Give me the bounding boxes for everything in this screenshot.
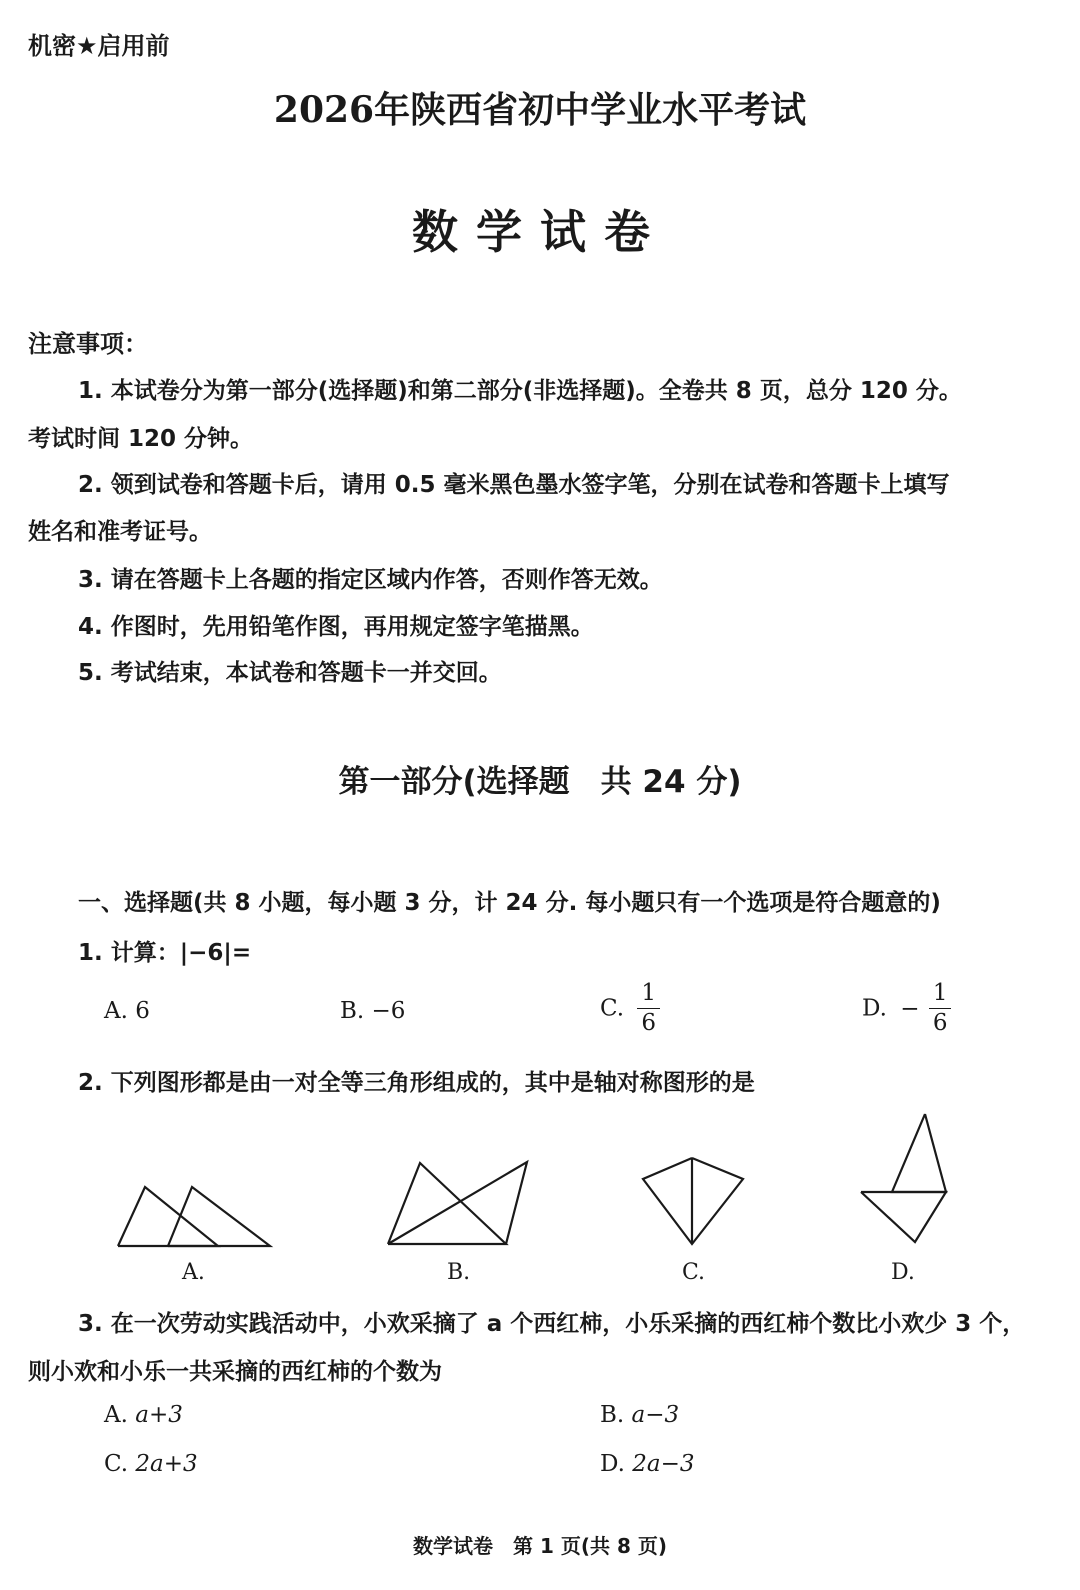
figure-a-label: A. — [182, 1260, 205, 1285]
q1-stem: 1. 计算：|−6|= — [78, 940, 252, 966]
q3-stem-line2: 则小欢和小乐一共采摘的西红柿的个数为 — [28, 1359, 442, 1385]
q3-option-a — [104, 1402, 183, 1428]
figure-b-label: B. — [447, 1260, 471, 1285]
note-line: 5. 考试结束，本试卷和答题卡一并交回。 — [78, 660, 502, 686]
figure-d-label: D. — [891, 1260, 915, 1285]
figure-a — [118, 1187, 270, 1246]
note-line: 4. 作图时，先用铅笔作图，再用规定签字笔描黑。 — [78, 614, 594, 640]
part1-heading: 第一部分(选择题 共 24 分) — [338, 764, 742, 800]
q3-option-c — [104, 1451, 198, 1477]
option-label: D. — [862, 995, 887, 1022]
fraction-numerator: 1 — [929, 982, 952, 1009]
option-label: C. — [600, 995, 625, 1022]
confidential-label: 机密★启用前 — [28, 32, 170, 60]
option-value: a−3 — [631, 1402, 680, 1428]
figure-c-label: C. — [682, 1260, 706, 1285]
note-line: 考试时间 120 分钟。 — [28, 426, 254, 452]
fraction-numerator: 1 — [637, 982, 660, 1009]
option-label: B. — [340, 998, 365, 1024]
q3-option-b — [600, 1402, 679, 1428]
option-value: 2a+3 — [135, 1451, 198, 1477]
option-value: 2a−3 — [632, 1451, 695, 1477]
exam-title: 2026年陕西省初中学业水平考试 — [273, 89, 807, 131]
note-line: 2. 领到试卷和答题卡后，请用 0.5 毫米黑色墨水签字笔，分别在试卷和答题卡上填写 — [78, 472, 950, 498]
option-sign: − — [900, 995, 920, 1022]
option-value: 6 — [135, 998, 150, 1024]
fraction-denominator: 6 — [641, 1010, 657, 1036]
option-label: A. — [104, 998, 128, 1024]
option-label: D. — [600, 1451, 625, 1477]
option-label: A. — [104, 1402, 128, 1428]
fraction-denominator: 6 — [932, 1010, 948, 1036]
option-value: −6 — [371, 998, 406, 1024]
page-footer: 数学试卷 第 1 页(共 8 页) — [413, 1534, 667, 1558]
option-label: C. — [104, 1451, 129, 1477]
section-heading: 一、选择题(共 8 小题，每小题 3 分，计 24 分. 每小题只有一个选项是符合题意的) — [78, 890, 941, 916]
note-line: 姓名和准考证号。 — [28, 519, 212, 545]
note-line: 1. 本试卷分为第一部分(选择题)和第二部分(非选择题)。全卷共 8 页，总分 120 分。 — [78, 378, 962, 404]
notes-heading: 注意事项： — [28, 330, 148, 358]
figure-c — [643, 1158, 743, 1244]
q3-option-d — [600, 1451, 695, 1477]
figure-b — [388, 1162, 527, 1244]
option-label: B. — [600, 1402, 625, 1428]
q2-stem: 2. 下列图形都是由一对全等三角形组成的，其中是轴对称图形的是 — [78, 1070, 755, 1096]
note-line: 3. 请在答题卡上各题的指定区域内作答，否则作答无效。 — [78, 567, 663, 593]
subject-title: 数学试卷 — [412, 205, 668, 259]
option-value: a+3 — [135, 1402, 183, 1428]
q3-stem-line1: 3. 在一次劳动实践活动中，小欢采摘了 a 个西红柿，小乐采摘的西红柿个数比小欢少 3 个， — [78, 1311, 1026, 1337]
figure-d — [861, 1114, 946, 1242]
